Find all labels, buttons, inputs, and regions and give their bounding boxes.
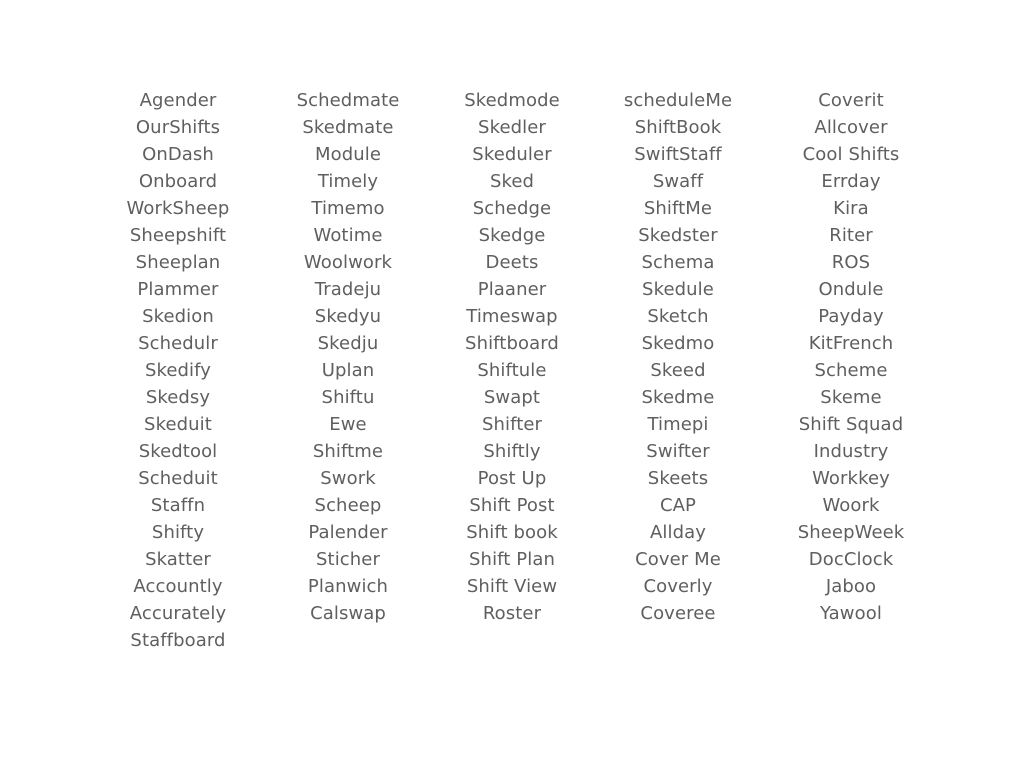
name-item: Shift Plan (469, 549, 555, 570)
name-item: Sheeplan (135, 252, 221, 273)
name-item: Skedyu (314, 306, 382, 327)
name-item: Ondule (818, 279, 884, 300)
name-item: Staffboard (130, 630, 226, 651)
name-item: Skedsy (145, 387, 211, 408)
name-item: Skedster (638, 225, 718, 246)
name-item: Payday (818, 306, 884, 327)
name-item: DocClock (808, 549, 894, 570)
name-item: Post Up (477, 468, 547, 489)
name-item: Skeed (650, 360, 706, 381)
name-item: Kira (833, 198, 869, 219)
name-item: Shiftme (312, 441, 384, 462)
name-item: Sked (489, 171, 535, 192)
name-column-4 (624, 87, 732, 627)
name-item: Module (314, 144, 382, 165)
name-item: Shifty (151, 522, 205, 543)
name-item: Wotime (313, 225, 383, 246)
name-item: Swifter (646, 441, 710, 462)
name-item: Coveree (640, 603, 716, 624)
name-item: Allcover (814, 117, 888, 138)
name-item: Skeme (820, 387, 882, 408)
name-column-1 (127, 87, 230, 654)
name-item: Swapt (483, 387, 541, 408)
name-item: WorkSheep (126, 198, 230, 219)
name-item: Workkey (812, 468, 890, 489)
name-item: Sheepshift (129, 225, 227, 246)
name-item: Planwich (307, 576, 389, 597)
name-item: Onboard (138, 171, 218, 192)
name-item: Shiftboard (465, 333, 559, 354)
name-item: CAP (659, 495, 697, 516)
name-item: Cool Shifts (802, 144, 900, 165)
name-item: Jaboo (825, 576, 877, 597)
name-item: Plammer (137, 279, 219, 300)
name-item: Swork (320, 468, 376, 489)
name-item: Skedmate (302, 117, 394, 138)
name-item: Shift View (466, 576, 558, 597)
name-item: Shift Squad (798, 414, 904, 435)
name-item: OurShifts (135, 117, 221, 138)
name-item: Sticher (316, 549, 380, 570)
name-item: Skedju (317, 333, 379, 354)
name-item: Skeduit (144, 414, 212, 435)
name-item: Deets (485, 252, 539, 273)
name-item: Industry (813, 441, 889, 462)
name-item: Coverly (643, 576, 713, 597)
name-item: scheduleMe (623, 90, 733, 111)
name-item: Accurately (129, 603, 227, 624)
name-item: Ewe (329, 414, 367, 435)
name-item: Uplan (321, 360, 375, 381)
name-item: Skedify (144, 360, 212, 381)
name-item: SheepWeek (797, 522, 905, 543)
name-item: Timemo (311, 198, 385, 219)
name-item: Shiftule (477, 360, 547, 381)
name-item: Staffn (150, 495, 206, 516)
name-item: Schedulr (138, 333, 218, 354)
name-item: Tradeju (314, 279, 382, 300)
name-item: Skeduler (472, 144, 552, 165)
name-item: Skeets (647, 468, 709, 489)
name-item: Skedler (478, 117, 546, 138)
name-item: Errday (821, 171, 881, 192)
name-item: Shiftly (483, 441, 541, 462)
name-item: KitFrench (808, 333, 894, 354)
name-item: Sketch (647, 306, 709, 327)
name-item: Shiftu (321, 387, 375, 408)
name-item: Calswap (310, 603, 386, 624)
name-item: Swaff (652, 171, 704, 192)
name-item: Plaaner (477, 279, 547, 300)
name-item: Shifter (481, 414, 543, 435)
name-item: Schedmate (296, 90, 400, 111)
name-item: Skedme (641, 387, 715, 408)
name-column-5 (798, 87, 905, 627)
name-item: Skedion (142, 306, 214, 327)
name-item: OnDash (142, 144, 214, 165)
name-item: Schedge (472, 198, 552, 219)
name-column-3 (464, 87, 560, 627)
name-item: Skedule (642, 279, 714, 300)
name-item: SwiftStaff (634, 144, 722, 165)
name-item: Timely (317, 171, 379, 192)
name-item: Coverit (818, 90, 884, 111)
name-item: Agender (139, 90, 217, 111)
name-item: Scheme (814, 360, 888, 381)
name-item: Scheep (314, 495, 382, 516)
name-item: Skedtool (138, 441, 218, 462)
name-item: Allday (649, 522, 707, 543)
name-item: Shift Post (469, 495, 555, 516)
name-item: Timepi (647, 414, 709, 435)
name-item: ShiftBook (634, 117, 722, 138)
name-item: Cover Me (635, 549, 721, 570)
name-item: Roster (482, 603, 542, 624)
name-item: Riter (829, 225, 873, 246)
name-item: Skedge (478, 225, 546, 246)
name-column-2 (297, 87, 400, 627)
name-item: ShiftMe (643, 198, 713, 219)
name-item: Timeswap (466, 306, 558, 327)
name-item: Woork (822, 495, 880, 516)
name-item: Skedmo (641, 333, 715, 354)
name-item: Skatter (145, 549, 211, 570)
name-item: Skedmode (464, 90, 560, 111)
name-item: Shift book (466, 522, 558, 543)
name-item: Palender (308, 522, 388, 543)
name-item: Woolwork (303, 252, 393, 273)
name-item: ROS (831, 252, 871, 273)
name-item: Yawool (820, 603, 882, 624)
name-item: Schema (641, 252, 715, 273)
name-item: Scheduit (138, 468, 218, 489)
name-item: Accountly (133, 576, 223, 597)
